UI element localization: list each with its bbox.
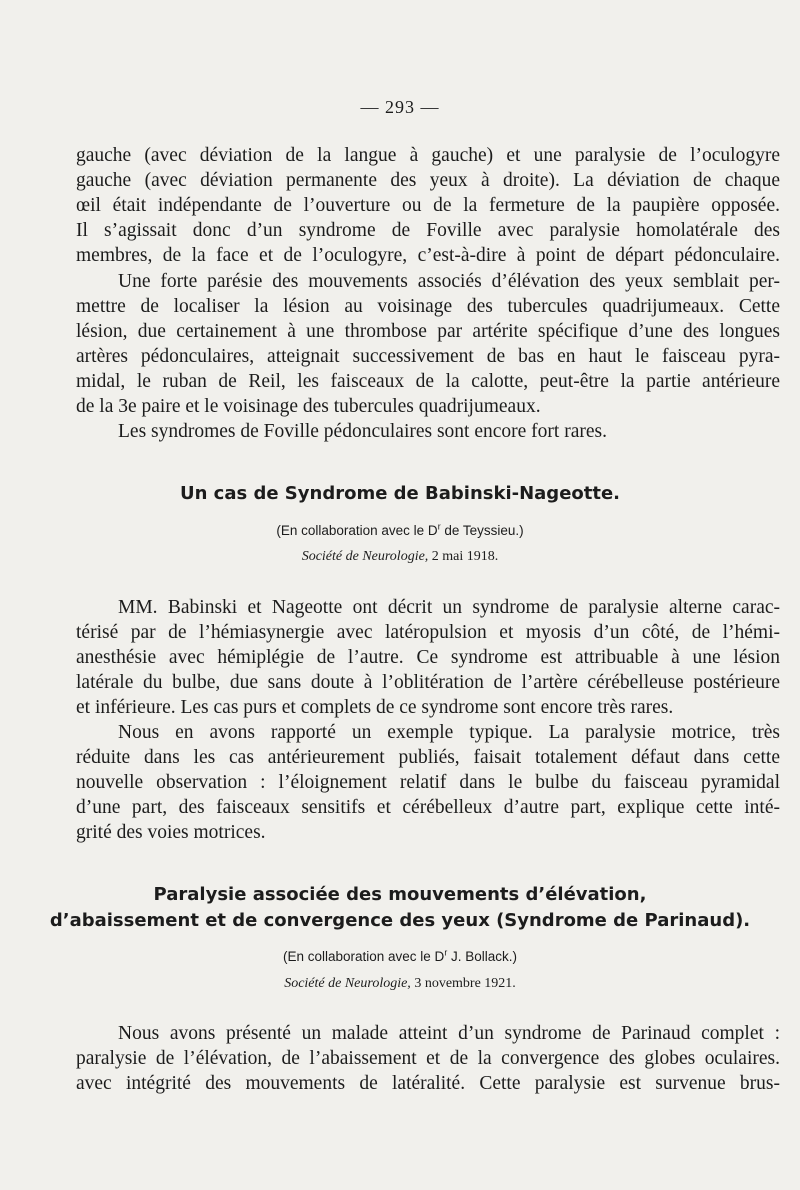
text-line: gauche (avec déviation permanente des yeux à droite). La déviation de chaque [76, 170, 780, 191]
text-line: nouvelle observation : l’éloignement relatif dans le bulbe du faisceau pyramidal [76, 772, 780, 793]
text-line: paralysie de l’élévation, de l’abaissement et de la convergence des globes oculaires. [76, 1048, 780, 1069]
article-collaboration: (En collaboration avec le $D^r$ J. Bollack.) [282, 947, 518, 964]
text-line: midal, le ruban de Reil, les faisceaux de la calotte, peut-être la partie antérieure [76, 371, 780, 392]
text-line: térisé par de l’hémiasynergie avec latéropulsion et myosis d’un côté, de l’hémi- [76, 622, 780, 643]
page-number: — 293 — [360, 97, 440, 117]
text-line: œil était indépendante de l’ouverture ou de la fermeture de la paupière opposée. [76, 195, 780, 216]
text-line: Nous en avons rapporté un exemple typique. La paralysie motrice, très [118, 722, 780, 743]
article-title-line-1: Paralysie associée des mouvements d’élévation, [153, 884, 647, 905]
article-collaboration: (En collaboration avec le $D^r$ de Teyssieu.) [276, 521, 524, 538]
text-line: Les syndromes de Foville pédonculaires sont encore fort rares. [118, 421, 607, 442]
text-line: grité des voies motrices. [76, 822, 266, 843]
text-line: d’une part, des faisceaux sensitifs et cérébelleux d’autre part, explique cette inté- [76, 797, 780, 818]
text-line: anesthésie avec hémiplégie de l’autre. Ce syndrome est attribuable à une lésion [76, 647, 780, 668]
text-line: Nous avons présenté un malade atteint d’un syndrome de Parinaud complet : [118, 1023, 780, 1044]
text-line: lésion, due certainement à une thrombose par artérite spécifique d’une des longues [76, 321, 780, 342]
text-line: mettre de localiser la lésion au voisinage des tubercules quadrijumeaux. Cette [76, 296, 780, 317]
text-line: et inférieure. Les cas purs et complets de ce syndrome sont encore très rares. [76, 697, 674, 718]
text-line: membres, de la face et de l’oculogyre, c’est-à-dire à point de départ pédonculaire. [76, 245, 780, 266]
article-source: Société de Neurologie, 2 mai 1918. [301, 549, 499, 564]
text-line: gauche (avec déviation de la langue à gauche) et une paralysie de l’oculogyre [76, 145, 780, 166]
text-line: Il s’agissait donc d’un syndrome de Foville avec paralysie homolatérale des [76, 220, 780, 241]
article-title-line-2: d’abaissement et de convergence des yeux (Syndrome de Parinaud). [49, 910, 751, 931]
text-line: réduite dans les cas antérieurement publiés, faisait totalement défaut dans cette [76, 747, 780, 768]
article-title: Un cas de Syndrome de Babinski-Nageotte. [179, 483, 621, 504]
article-source: Société de Neurologie, 3 novembre 1921. [284, 976, 516, 991]
text-line: artères pédonculaires, atteignait successivement de bas en haut le faisceau pyra- [76, 346, 780, 367]
text-line: avec intégrité des mouvements de latéralité. Cette paralysie est survenue brus- [76, 1073, 780, 1094]
text-line: Une forte parésie des mouvements associés d’élévation des yeux semblait per- [118, 271, 780, 292]
text-line: MM. Babinski et Nageotte ont décrit un syndrome de paralysie alterne carac- [118, 597, 780, 618]
text-line: latérale du bulbe, due sans doute à l’oblitération de l’artère cérébelleuse postérieure [76, 672, 780, 693]
text-line: de la 3e paire et le voisinage des tubercules quadrijumeaux. [76, 396, 541, 417]
